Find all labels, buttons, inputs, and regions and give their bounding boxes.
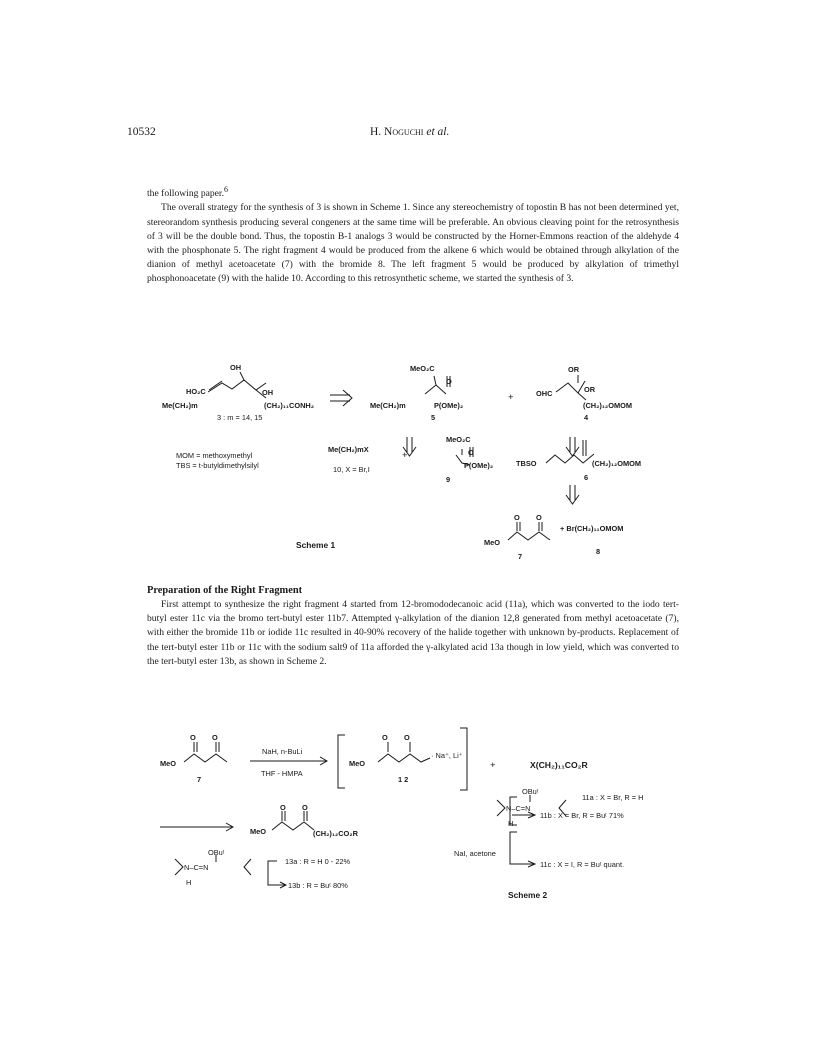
ref-6: 6	[224, 185, 228, 194]
c4-or: OR	[584, 385, 596, 394]
c9-o: O	[468, 448, 474, 457]
s2-c7-label: 7	[197, 775, 202, 784]
c4-ohc: OHC	[536, 389, 553, 398]
c5-meo2c: MeO₂C	[410, 364, 435, 373]
imidate-h-left: H	[186, 878, 192, 887]
strategy-paragraph: The overall strategy for the synthesis of 3 is shown in Scheme 1. Since any stereochemistry of topostin B has not been determined yet, stereorandom synthesis producing several congeners at the same time will be preferable. An obvious cleaving point for the retrosynthesis of 3 will be the double bond. Thus, the topostin B-1 analogs 3 would be constructed by the Horner-Emmons reaction of the aldehyde 4 with the phosphonate 5. The right fragment 4 would be produced from the alkene 6 which would be obtained through alkylation of the dianion of methyl acetoacetate (7) with the bromide 8. The left fragment 5 would be produced by alkylation of trimethyl phosphonoacetate (9) with the halide 10. According to this retrosynthetic scheme, we started the synthesis of 3.	[147, 202, 679, 285]
c9-label: 9	[446, 475, 451, 484]
reagent-top: NaH, n-BuLi	[262, 747, 303, 756]
reagent-bottom: THF - HMPA	[261, 769, 303, 778]
right-fragment-paragraph: First attempt to synthesize the right fragment 4 started from 12-bromododecanoic acid (11a), which was converted to the iodo tert-butyl ester 11c via the bromo tert-butyl ester 11b7. Attempted γ-alkylation of the dianion 12,8 generated from methyl acetoacetate (7), with either the bromide 11b or iodide 11c resulted in 40-90% recovery of the halide together with unknown by-products. Replacement of the tert-butyl ester 11b or 11c with the sodium salt9 of 11a afforded the γ-alkylated acid 13a though in low yield, which was converted to the tert-butyl ester 13b, as shown in Scheme 2.	[147, 599, 679, 667]
plus-sign-2: +	[402, 450, 408, 461]
c9-meo2c: MeO₂C	[446, 435, 471, 444]
c6-tbso: TBSO	[516, 459, 537, 468]
result-13b: 13b : R = Buᵗ 80%	[288, 881, 348, 890]
right-fragment-text	[147, 598, 679, 669]
result-11b: 11b : X = Br, R = Buᵗ 71%	[540, 811, 624, 820]
c3-ho2c: HO₂C	[186, 387, 206, 396]
c12-ions: · Na⁺, Li⁺	[431, 751, 463, 760]
c3-right-chain: (CH₂)₁₁CONH₂	[264, 401, 315, 410]
nai-acetone: NaI, acetone	[454, 849, 496, 858]
c3-left-chain: Me(CH₂)m	[162, 401, 198, 410]
c3-oh-top: OH	[230, 363, 242, 372]
c13-o1: O	[280, 803, 286, 812]
result-13a: 13a : R = H 0 - 22%	[285, 857, 351, 866]
c6-chain: (CH₂)₁₂OMOM	[592, 459, 642, 468]
c13-meo: MeO	[250, 827, 267, 836]
page-number: 10532	[127, 126, 156, 138]
c6-label: 6	[584, 473, 589, 482]
c4-label: 4	[584, 413, 589, 422]
imidate-core-right: N–C=N	[506, 804, 531, 813]
s2-c7-meo: MeO	[160, 759, 177, 768]
legend-mom: MOM = methoxymethyl	[176, 451, 253, 460]
author-name: H. Noguchi	[370, 126, 424, 138]
c7-label: 7	[518, 552, 523, 561]
c5-o: O	[446, 377, 452, 386]
c4-chain: (CH₂)₁₂OMOM	[583, 401, 633, 410]
c12-meo: MeO	[349, 759, 366, 768]
imidate-obut-left: OBuᵗ	[208, 848, 225, 857]
s2-c7-o2: O	[212, 733, 218, 742]
c10-label: 10, X = Br,I	[333, 465, 370, 474]
c7-o1: O	[514, 513, 520, 522]
c4-or-top: OR	[568, 365, 580, 374]
c8-label: 8	[596, 547, 601, 556]
c5-label: 5	[431, 413, 436, 422]
c7-o2: O	[536, 513, 542, 522]
c12-label: 1 2	[398, 775, 409, 784]
intro-line-text: the following paper.	[147, 188, 224, 200]
et-al: et al.	[426, 126, 450, 138]
result-11c: 11c : X = I, R = Buᵗ quant.	[540, 860, 625, 869]
c12-o2: O	[404, 733, 410, 742]
c3-label: 3 : m = 14, 15	[217, 413, 263, 422]
plus-sign: +	[508, 392, 514, 403]
c8-formula: + Br(CH₂)₁₁OMOM	[560, 524, 624, 533]
section-heading: Preparation of the Right Fragment	[147, 585, 303, 596]
c12-o1: O	[382, 733, 388, 742]
c5-left-chain: Me(CH₂)m	[370, 401, 406, 410]
c13-o2: O	[302, 803, 308, 812]
result-11a: 11a : X = Br, R = H	[582, 793, 644, 802]
c7-meo: MeO	[484, 538, 501, 547]
c3-oh-right: OH	[262, 388, 274, 397]
imidate-h-right: H	[508, 819, 514, 828]
c5-phosphonate: P(OMe)₂	[434, 401, 464, 410]
halide-formula: X(CH₂)₁₁CO₂R	[530, 760, 588, 770]
c10-formula: Me(CH₂)mX	[328, 445, 369, 454]
s2-plus: +	[490, 760, 496, 771]
s2-c7-o1: O	[190, 733, 196, 742]
c13-chain: (CH₂)₁₂CO₂R	[313, 829, 358, 838]
scheme1-caption: Scheme 1	[296, 540, 336, 550]
c9-phosphonate: P(OMe)₂	[464, 461, 494, 470]
imidate-obut-right: OBuᵗ	[522, 787, 539, 796]
scheme2-caption: Scheme 2	[508, 890, 548, 900]
legend-tbs: TBS = t-butyldimethylsilyl	[176, 461, 259, 470]
imidate-core-left: N–C=N	[184, 863, 209, 872]
